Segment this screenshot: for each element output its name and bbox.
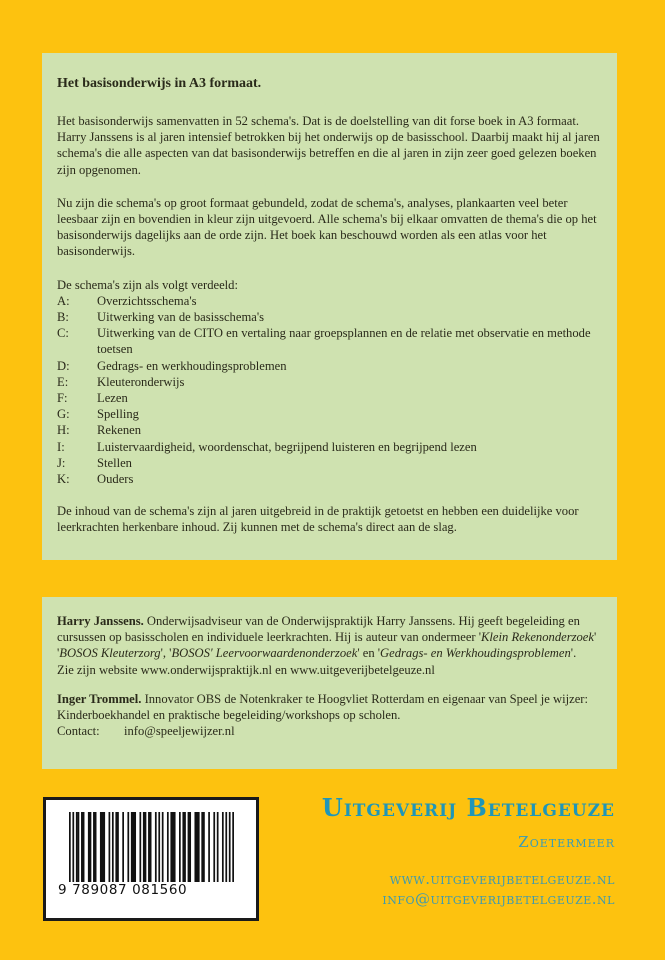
barcode-bar — [179, 812, 181, 882]
barcode-bar — [162, 812, 164, 882]
schema-text: Lezen — [97, 391, 128, 406]
schema-letter: K: — [57, 472, 70, 487]
schema-row — [57, 390, 603, 406]
harry-book-1: Klein Rekenonderzoek — [481, 630, 594, 645]
publisher-name: Uitgeverij Betelgeuze — [321, 793, 615, 822]
harry-bio-text-2: ' ' — [57, 630, 597, 661]
schema-text: Overzichtsschema's — [97, 293, 197, 308]
barcode-bar — [122, 812, 124, 882]
barcode-bar — [229, 812, 231, 882]
barcode-bar — [76, 812, 78, 882]
barcode-bar — [112, 812, 114, 882]
harry-bio — [57, 613, 603, 678]
schema-text: Gedrags- en werkhoudingsproblemen — [97, 358, 287, 373]
schema-text: Stellen — [97, 455, 132, 470]
publisher-city: Zoetermeer — [518, 833, 615, 851]
schema-letter: E: — [57, 374, 69, 389]
barcode-bar — [201, 812, 204, 882]
schema-letter: J: — [57, 455, 66, 470]
barcode-bar — [222, 812, 224, 882]
schema-row — [57, 406, 603, 422]
barcode-bar — [208, 812, 210, 882]
schema-text: Uitwerking van de basisschema's — [97, 310, 264, 325]
barcode-bar — [72, 812, 74, 882]
schema-letter: I: — [57, 439, 65, 454]
barcode-bar — [225, 812, 227, 882]
schema-text: Rekenen — [97, 423, 142, 438]
contact-row — [57, 723, 603, 739]
schema-row — [57, 439, 603, 455]
barcode-bar — [100, 812, 105, 882]
barcode-bar — [217, 812, 219, 882]
harry-bio-text-4: ' en ' — [357, 646, 381, 661]
schema-row — [57, 309, 603, 325]
harry-book-3: BOSOS' Leervoorwaardenonderzoek — [171, 646, 358, 661]
barcode-bar — [148, 812, 151, 882]
schema-text: Uitwerking van de CITO en vertaling naar groepsplannen en de relatie met observatie en methode toetsen — [97, 326, 591, 357]
isbn-number: 9 789087 081560 — [58, 882, 188, 898]
schema-row — [57, 455, 603, 471]
barcode-bar — [127, 812, 129, 882]
schema-row — [57, 293, 603, 309]
barcode-bar — [213, 812, 215, 882]
summary-closing: De inhoud van de schema's zijn al jaren uitgebreid in de praktijk getoetst en hebben een duidelijke voor leerkrachten herkenbare inhoud. Zij kunnen met de schema's direct aan de slag. — [57, 504, 579, 535]
schema-row — [57, 374, 603, 390]
inger-bio-text: Innovator OBS de Notenkraker te Hoogvliet Rotterdam en eigenaar van Speel je wijzer: Kinderboekhandel en praktische begeleiding/workshops op scholen. — [57, 691, 589, 723]
barcode-bar — [88, 812, 91, 882]
schema-list-intro: De schema's zijn als volgt verdeeld: — [57, 277, 238, 292]
summary-paragraph-2: Nu zijn die schema's op groot formaat gebundeld, zodat de schema's, analyses, plankaarten veel beter leesbaar zijn en bovendien in kleur zijn uitgevoerd. Alle schema's bij elkaar omvatten de thema's die op het basisonderwijs dagelijks aan de orde zijn. Het boek kan beschouwd worden als een atlas voor het basisonderwijs. — [57, 195, 597, 259]
summary-paragraph-1: Het basisonderwijs samenvatten in 52 schema's. Dat is de doelstelling van dit forse boek in A3 formaat. Harry Janssens is al jaren intensief betrokken bij het onderwijs op de basisschool. Daarbij maakt hij al jaren schema's die alle aspecten van dat basisonderwijs betreffen en die al jaren in zijn zeer goed gelezen boeken zijn opgenomen. — [57, 114, 600, 177]
barcode-bar — [158, 812, 160, 882]
harry-bio-text-1: Onderwijsadviseur van de Onderwijspraktijk Harry Janssens. Hij geeft begeleiding en cursussen op basisscholen en individuele leerkrachten. Hij is auteur van ondermeer ' — [57, 614, 580, 645]
barcode-bar — [182, 812, 185, 882]
barcode-bar — [139, 812, 141, 882]
inger-bio — [57, 691, 603, 723]
inger-name: Inger Trommel. — [57, 691, 142, 706]
contact-email: info@speeljewijzer.nl — [124, 724, 235, 739]
barcode-bar — [131, 812, 136, 882]
barcode-bar — [188, 812, 191, 882]
author-panel — [42, 597, 617, 769]
schema-letter: A: — [57, 293, 70, 308]
barcode-bar — [167, 812, 169, 882]
barcode-bar — [78, 812, 80, 882]
harry-bio-text-5: '. — [570, 646, 577, 661]
barcode-bar — [155, 812, 157, 882]
schema-row — [57, 422, 603, 438]
barcode-bar — [109, 812, 111, 882]
barcode-bar — [194, 812, 199, 882]
schema-letter: G: — [57, 407, 70, 422]
barcode-bar — [170, 812, 175, 882]
barcode-bar — [143, 812, 146, 882]
schema-row — [57, 471, 603, 487]
schema-letter: C: — [57, 326, 69, 341]
harry-name: Harry Janssens. — [57, 614, 144, 628]
harry-bio-text-3: ', ' — [160, 646, 172, 661]
schema-letter: H: — [57, 423, 70, 438]
schema-text: Ouders — [97, 472, 134, 487]
schema-row — [57, 325, 603, 357]
schema-letter: F: — [57, 391, 68, 406]
harry-website: Zie zijn website www.onderwijspraktijk.nl en www.uitgeverijbetelgeuze.nl — [57, 662, 435, 677]
summary-title: Het basisonderwijs in A3 formaat. — [57, 76, 262, 91]
schema-row — [57, 358, 603, 374]
schema-text: Spelling — [97, 407, 139, 422]
schema-letter: D: — [57, 358, 70, 373]
barcode-bar — [93, 812, 96, 882]
publisher-email: info@uitgeverijbetelgeuze.nl — [382, 890, 615, 908]
publisher-website: www.uitgeverijbetelgeuze.nl — [389, 870, 615, 888]
schema-letter: B: — [57, 310, 69, 325]
contact-label: Contact: — [57, 724, 100, 739]
harry-book-2: BOSOS Kleuterzorg — [59, 646, 161, 661]
schema-list — [57, 293, 603, 487]
barcode-bar — [232, 812, 234, 882]
barcode-bars — [69, 812, 234, 882]
harry-book-4: Gedrags- en Werkhoudingsproblemen — [380, 646, 571, 661]
schema-text: Kleuteronderwijs — [97, 374, 185, 389]
barcode — [43, 797, 259, 921]
schema-text: Luistervaardigheid, woordenschat, begrijpend luisteren en begrijpend lezen — [97, 439, 477, 454]
barcode-bar — [81, 812, 84, 882]
barcode-bar — [69, 812, 71, 882]
barcode-bar — [115, 812, 118, 882]
book-summary-panel — [42, 53, 617, 560]
